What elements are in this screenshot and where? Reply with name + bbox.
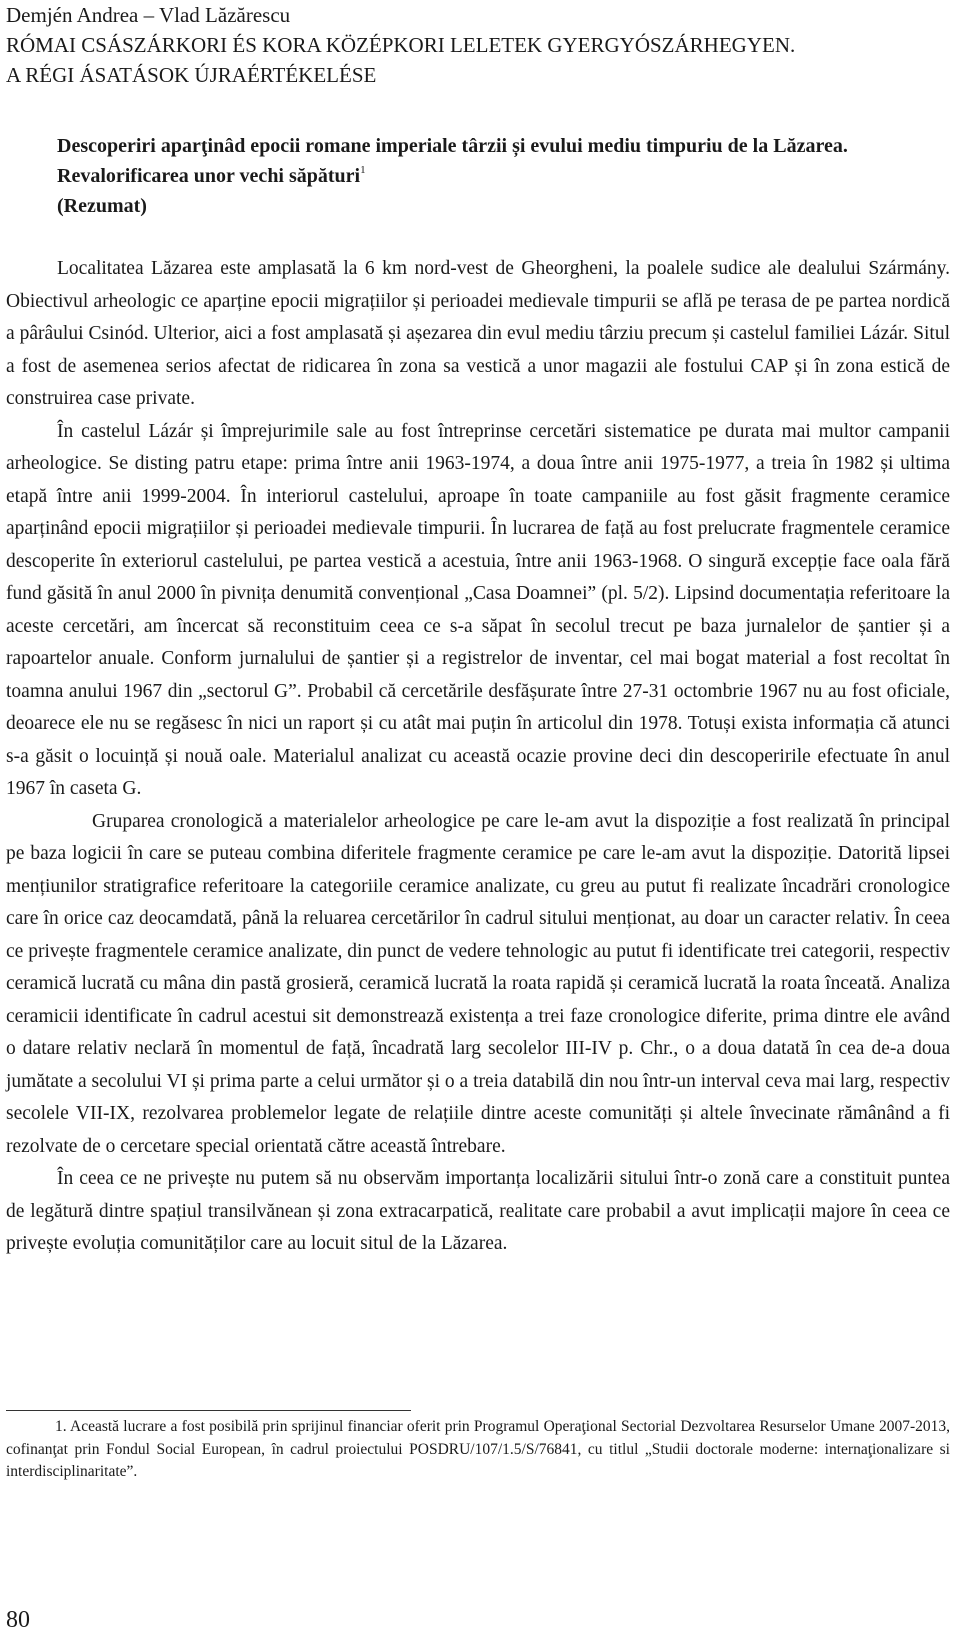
header-title-line-2: A RÉGI ÁSATÁSOK ÚJRAÉRTÉKELÉSE	[6, 63, 377, 87]
article-title-line-2	[57, 161, 937, 191]
body-paragraph-4: În ceea ce ne privește nu putem să nu observăm importanța localizării sitului într-o zonă care a constituit puntea de legătură dintre spațiul transilvănean și zona extracarpatică, realitate care probabil a avut implicații majore în ceea ce privește evoluția comunităților care au locuit situl de la Lăzarea.	[6, 1168, 950, 1254]
body-paragraph-3: Gruparea cronologică a materialelor arheologice pe care le-am avut la dispoziție a fost realizată în principal pe baza logicii în care se puteau combina diferitele fragmente ceramice pe care le-am avut la dispoziție. Datorită lipsei mențiunilor stratigrafice referitoare la categoriile ceramice analizate, cu greu au putut fi realizate încadrări cronologice care în orice caz deocamdată, până la reluarea cercetărilor în cadrul sitului menționat, au doar un caracter relativ. În ceea ce privește fragmentele ceramice analizate, din punct de vedere tehnologic au putut fi identificate trei categorii, respectiv ceramică lucrată cu mâna din pastă grosieră, ceramică lucrată la roata rapidă și ceramică lucrată la roata înceată. Analiza ceramicii identificate în cadrul acestui sit demonstrează existența a trei faze cronologice diferite, prima dintre ele având o datare relativ neclară în momentul de față, încadrată larg secolelor III-IV p. Chr., o a doua datată în cea de-a doua jumătate a secolului VI și prima parte a celui următor și o a treia databilă din nou într-un interval ceva mai larg, respectiv secolele VII-IX, rezolvarea problemelor legate de relațiile dintre aceste comunități și altele învecinate rămânând a fi rezolvate de o cercetare special orientată către această întrebare.	[6, 810, 950, 1157]
article-title-line-2-text: Revalorificarea unor vechi săpături	[57, 165, 361, 187]
article-title-line-1: Descoperiri aparţinâd epocii romane imperiale târzii și evului mediu timpuriu de la Lăzarea.	[57, 135, 848, 157]
footnote-divider	[6, 1410, 411, 1411]
article-title-block	[57, 131, 937, 221]
page-number: 80	[6, 1607, 30, 1633]
footnote-text: 1. Această lucrare a fost posibilă prin sprijinul financiar oferit prin Programul Operaţional Sectorial Dezvoltarea Resurselor Umane 2007-2013, cofinanţat prin Fondul Social European, în cadrul proiectului POSDRU/107/1.5/S/76841, cu titlul „Studii doctorale moderne: internaţionalizare si interdisciplinaritate”.	[6, 1418, 950, 1480]
body-paragraph-2: În castelul Lázár și împrejurimile sale au fost întreprinse cercetări sistematice pe durata mai multor campanii arheologice. Se disting patru etape: prima între anii 1963-1974, a doua între anii 1975-1977, a treia în 1982 și ultima etapă între anii 1999-2004. În interiorul castelului, aproape în toate campaniile au fost găsit fragmente ceramice aparținând epocii migrațiilor și perioadei medievale timpurii. În lucrarea de față au fost prelucrate fragmentele ceramice descoperite în exteriorul castelului, pe partea vestică a acestuia, între anii 1963-1968. O singură excepție face oala fără fund găsită în anul 2000 în pivnița denumită convențional „Casa Doamnei” (pl. 5/2). Lipsind documentația referitoare la aceste cercetări, am încercat să reconstituim ceea ce s-a săpat în secolul trecut pe baza jurnalelor de șantier și a rapoartelor anuale. Conform jurnalului de șantier și a registrelor de inventar, cel mai bogat material a fost recoltat în toamna anului 1967 din „sectorul G”. Probabil că cercetările desfășurate între 27-31 octombrie 1967 nu au fost oficiale, deoarece ele nu se regăsesc în nici un raport și cu atât mai puțin în articolul din 1978. Totuși exista informația că atunci s-a găsit o locuință și nouă oale. Materialul analizat cu această ocazie provine deci din descoperirile efectuate în anul 1967 în caseta G.	[6, 420, 950, 799]
summary-body	[6, 253, 950, 1261]
header-authors: Demjén Andrea – Vlad Lăzărescu	[6, 3, 291, 27]
running-header	[6, 0, 946, 90]
header-title-line-1: RÓMAI CSÁSZÁRKORI ÉS KORA KÖZÉPKORI LELETEK GYERGYÓSZÁRHEGYEN.	[6, 33, 796, 57]
article-subtitle: (Rezumat)	[57, 195, 147, 217]
footnote	[6, 1416, 950, 1484]
body-paragraph-1: Localitatea Lăzarea este amplasată la 6 km nord-vest de Gheorgheni, la poalele sudice ale dealului Szármány. Obiectivul arheologic ce aparține epocii migrațiilor și perioadei medievale timpurii se află pe terasa de pe partea nordică a pârâului Csinód. Ulterior, aici a fost amplasată și așezarea din evul mediu târziu precum și castelul familiei Lázár. Situl a fost de asemenea serios afectat de ridicarea în zona sa vestică a unor magazii ale fostului CAP și în zona estică de construirea case private.	[6, 258, 950, 409]
footnote-reference[interactable]: 1	[360, 164, 366, 176]
